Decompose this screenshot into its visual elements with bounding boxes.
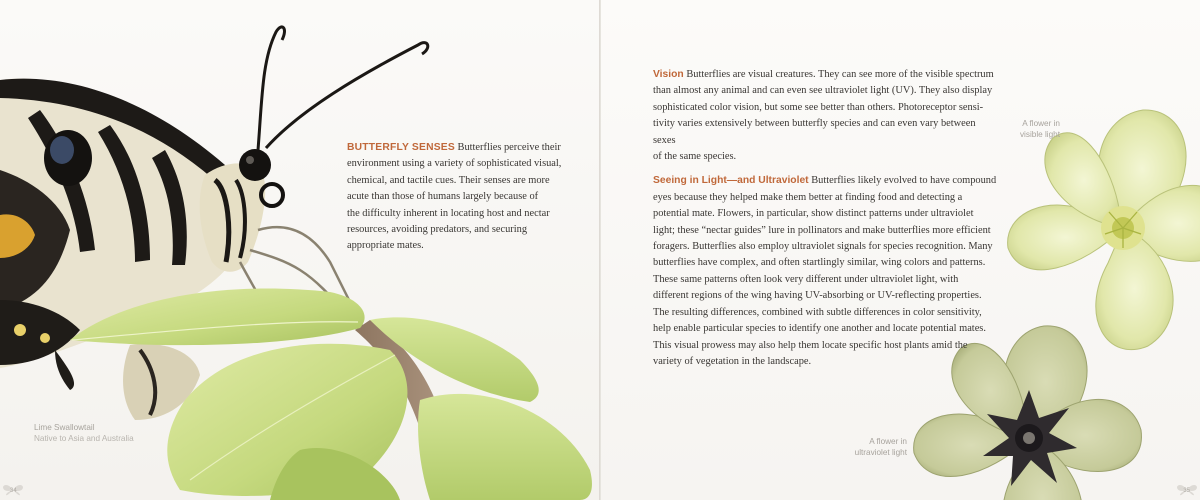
text-line: tivity varies extensively between butterfly species and can even vary between sexes: [653, 118, 976, 146]
text-line: variety of vegetation in the landscape.: [653, 355, 812, 367]
text-line: chemical, and tactile cues. Their senses are more: [347, 174, 550, 186]
leaf-lower-right: [418, 394, 592, 500]
text-line: Butterflies likely evolved to have compound: [811, 175, 997, 187]
vision-heading: Vision: [653, 69, 684, 80]
text-line: Butterflies are visual creatures. They can see more of the visible spectrum: [686, 69, 994, 80]
text-line: environment using a variety of sophisticated visual,: [347, 158, 562, 170]
text-line: different regions of the wing having UV-absorbing or UV-reflecting properties.: [653, 290, 982, 302]
flower-visible-light: [1008, 110, 1200, 350]
text-line: The resulting differences, combined with subtle differences in color sensitivity,: [653, 306, 982, 318]
text-line: the difficulty inherent in locating host and nectar: [347, 207, 550, 219]
text-line: than almost any animal and can even see ultraviolet light (UV). They also display: [653, 85, 993, 97]
page-number: 34: [10, 488, 17, 494]
text-line: This visual prowess may also help them locate specific host plants amid the: [653, 339, 968, 351]
text-line: sophisticated color vision, but some see better than others. Photoreceptor sensi-: [653, 101, 984, 113]
caption-line: ultraviolet light: [854, 448, 907, 457]
text-line: foragers. Butterflies also employ ultraviolet signals for species recognition. Many: [653, 241, 993, 253]
uv-light-caption: [837, 436, 907, 458]
text-line: acute than those of humans largely because of: [347, 191, 539, 203]
caption-line: A flower in: [1022, 119, 1060, 128]
uv-heading: Seeing in Light—and Ultraviolet: [653, 175, 809, 187]
left-page: [0, 0, 599, 500]
caption-title: Lime Swallowtail: [34, 423, 95, 432]
text-line: eyes because they helped make them better at finding food and detecting a: [653, 191, 963, 203]
caption-subtitle: Native to Asia and Australia: [34, 434, 134, 443]
antenna: [266, 43, 428, 148]
butterfly-senses-text: [347, 140, 587, 255]
text-line: appropriate mates.: [347, 240, 424, 252]
text-line: of the same species.: [653, 151, 737, 163]
text-line: potential mate. Flowers, in particular, show distinct patterns under ultraviolet: [653, 208, 974, 220]
text-line: Butterflies perceive their: [457, 142, 561, 153]
visible-light-caption: [1000, 118, 1060, 140]
caption-line: A flower in: [869, 437, 907, 446]
text-line: These same patterns often look very different under ultraviolet light, with: [653, 273, 959, 285]
butterfly-senses-heading: BUTTERFLY SENSES: [347, 142, 455, 153]
right-page: [601, 0, 1200, 500]
text-line: help enable particular species to identify one another and locate potential mates.: [653, 323, 986, 335]
caption-line: visible light: [1019, 130, 1060, 139]
text-line: light; these “nectar guides” lure in pollinators and make butterflies more efficient: [653, 224, 991, 236]
photo-caption: [34, 422, 134, 444]
page-number: 35: [1183, 488, 1190, 494]
text-line: butterflies have complex, and often startlingly similar, wing colors and patterns.: [653, 257, 986, 269]
text-line: resources, avoiding predators, and securing: [347, 224, 528, 236]
vision-section: [653, 67, 998, 378]
